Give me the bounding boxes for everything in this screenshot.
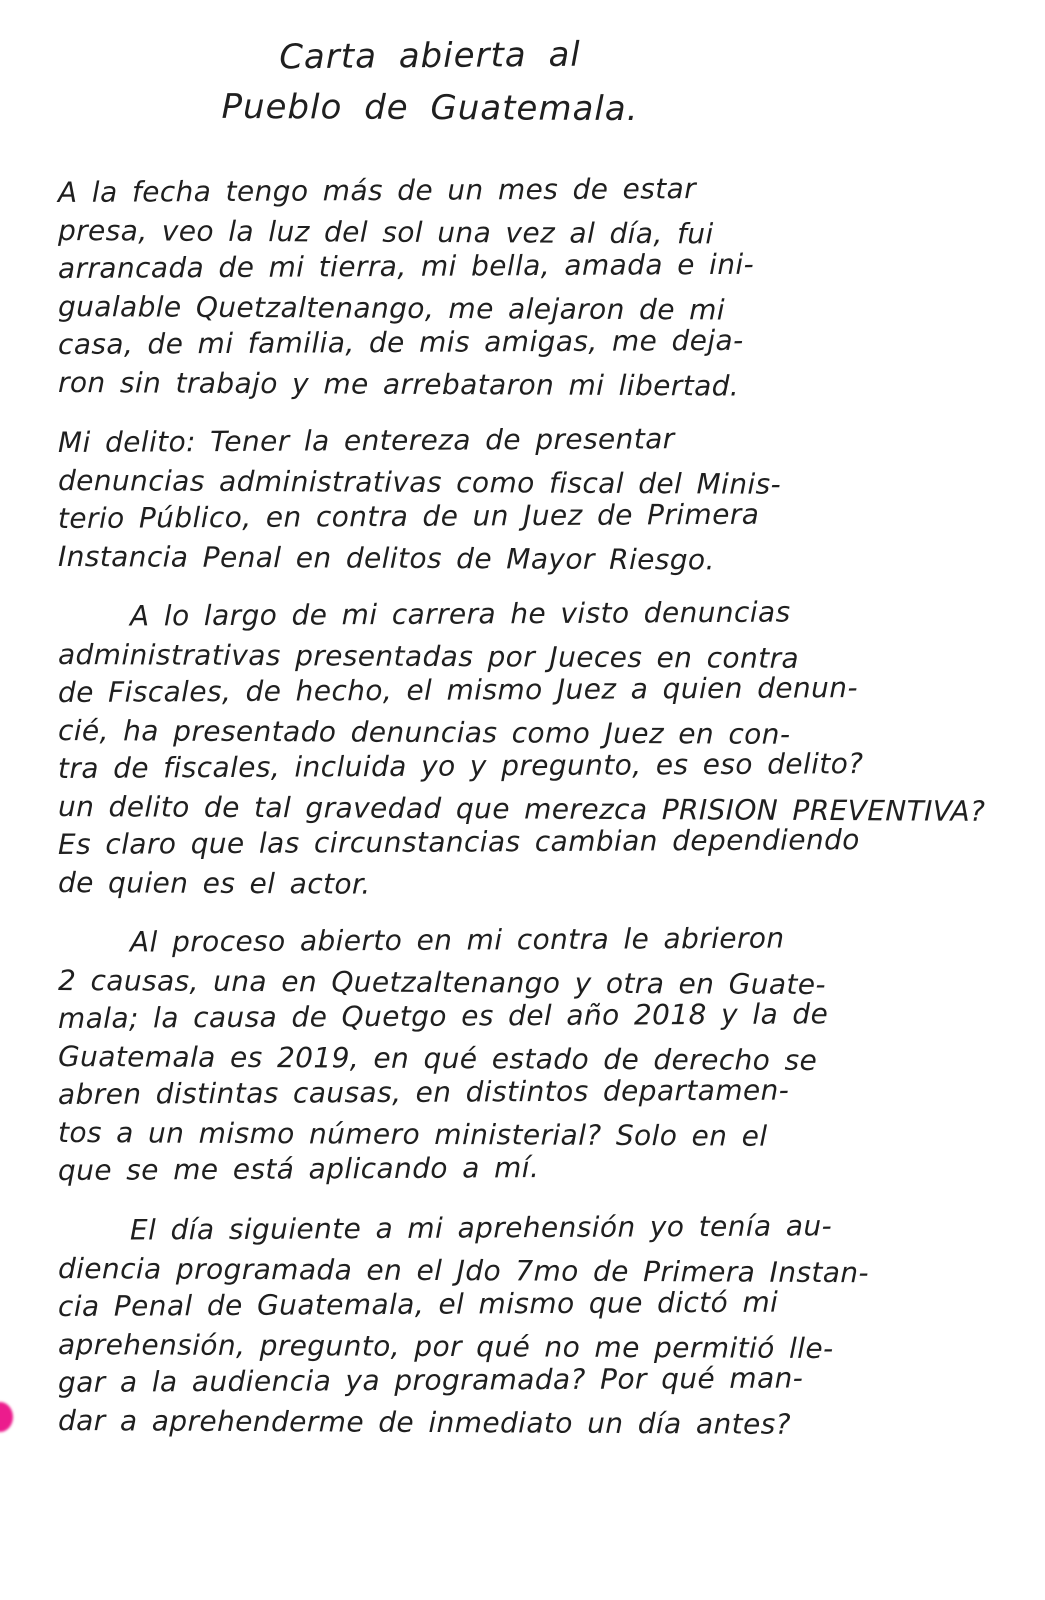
handwritten-line: 2 causas, una en Quetzaltenango y otra en Guate- [57, 964, 827, 1002]
paragraph [58, 424, 1025, 576]
letter-body [0, 134, 1045, 1440]
handwritten-line: denuncias administrativas como fiscal del Minis- [57, 464, 782, 501]
handwritten-line: cia Penal de Guatemala, el mismo que dictó mi [57, 1285, 779, 1323]
handwritten-line: terio Público, en contra de un Juez de Primera [57, 497, 760, 535]
handwritten-line: de Fiscales, de hecho, el mismo Juez a quien denun- [57, 671, 859, 709]
handwritten-line: dar a aprehenderme de inmediato un día antes? [57, 1404, 792, 1441]
letter-title-line-2: Pueblo de Guatemala. [221, 86, 639, 130]
handwritten-line: Es claro que las circunstancias cambian dependiendo [57, 823, 860, 861]
handwritten-line: cié, ha presentado denuncias como Juez en con- [57, 714, 791, 751]
handwritten-line: tra de fiscales, incluida yo y pregunto, es eso delito? [57, 747, 864, 785]
letter-title [150, 30, 710, 134]
handwritten-line: que se me está aplicando a mí. [57, 1151, 540, 1187]
paragraph [57, 921, 1025, 1190]
handwritten-line: Guatemala es 2019, en qué estado de derecho se [57, 1040, 818, 1077]
handwritten-line: diencia programada en el Jdo 7mo de Primera Instan- [57, 1252, 870, 1290]
handwritten-line: gualable Quetzaltenango, me alejaron de mi [57, 290, 726, 327]
paragraph [57, 595, 1025, 902]
handwritten-line: de quien es el actor. [57, 866, 371, 901]
paragraph [58, 174, 1025, 402]
handwritten-line: Al proceso abierto en mi contra le abrieron [129, 921, 785, 959]
handwritten-line: Mi delito: Tener la entereza de presentar [57, 422, 675, 459]
handwritten-line: abren distintas causas, en distintos departamen- [57, 1073, 790, 1111]
handwritten-line: administrativas presentadas por Jueces en contra [57, 638, 800, 675]
handwritten-line: arrancada de mi tierra, mi bella, amada e ini- [57, 247, 755, 285]
handwritten-line: un delito de tal gravedad que merezca PRISION PREVENTIVA? [57, 790, 986, 828]
handwritten-line: ron sin trabajo y me arrebataron mi libertad. [57, 366, 740, 403]
handwritten-line: aprehensión, pregunto, por qué no me permitió lle- [57, 1328, 834, 1366]
handwritten-line: mala; la causa de Quetgo es del año 2018 y la de [57, 997, 829, 1035]
handwritten-line: presa, veo la luz del sol una vez al día, fui [57, 214, 714, 251]
paragraph [57, 1209, 1025, 1441]
handwritten-line: casa, de mi familia, de mis amigas, me deja- [57, 323, 744, 361]
handwritten-line: El día siguiente a mi aprehensión yo tenía au- [129, 1209, 833, 1247]
handwritten-line: A lo largo de mi carrera he visto denuncias [129, 595, 791, 633]
handwritten-line: Instancia Penal en delitos de Mayor Riesgo. [57, 540, 715, 577]
handwritten-line: tos a un mismo número ministerial? Solo en el [57, 1116, 768, 1153]
handwritten-line: A la fecha tengo más de un mes de estar [57, 172, 697, 209]
handwritten-line: gar a la audiencia ya programada? Por qué man- [57, 1361, 804, 1399]
letter-title-line-1: Carta abierta al [279, 34, 581, 78]
